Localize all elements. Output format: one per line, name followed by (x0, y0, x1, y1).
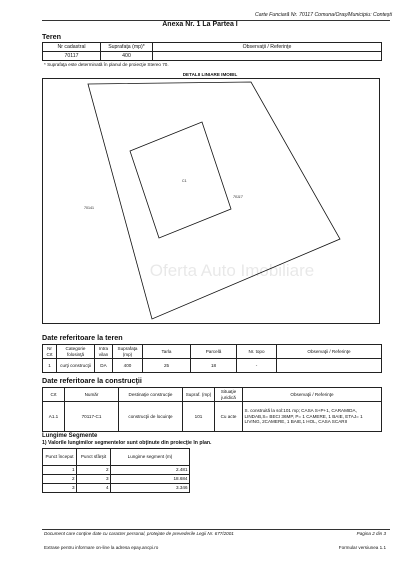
lungime-row (43, 484, 190, 493)
date-teren-cell-tarla: 25 (143, 359, 191, 373)
date-teren-cell-parcela: 18 (191, 359, 237, 373)
footer-epay-link[interactable]: Extrase pentru informare on-line la adresa epay.ancpi.ro (44, 545, 159, 550)
date-teren-cell-observatii (277, 359, 382, 373)
footer-page-number: Pagina 2 din 3 (356, 531, 386, 536)
lungime-cell-sfarsit: 3 (77, 475, 111, 484)
constructii-header-destinatie: Destinaţie construcţie (119, 388, 183, 402)
lungime-cell-inceput: 1 (43, 466, 77, 475)
footer-rule (42, 529, 390, 530)
date-teren-table (42, 344, 382, 373)
date-teren-header-parcela: Parcelă (191, 345, 237, 359)
lungime-title: Lungime Segmente (42, 433, 98, 439)
label-c1: C1 (182, 179, 187, 183)
date-teren-cell-suprafata: 400 (113, 359, 143, 373)
lungime-cell-sfarsit: 4 (77, 484, 111, 493)
building-c1-outline (130, 122, 231, 238)
constructii-cell-suprafata: 101 (183, 402, 215, 432)
date-constructii-table (42, 387, 382, 432)
plan-drawing (42, 78, 380, 324)
date-teren-header-intravilan: Intra vilan (95, 345, 113, 359)
date-teren-cell-nr-crt: 1 (43, 359, 57, 373)
lungime-cell-lungime: 3.346 (111, 484, 190, 493)
teren-header-nr-cadastral: Nr cadastral (43, 43, 101, 52)
constructii-header-numar: Număr (65, 388, 119, 402)
constructii-header-observatii: Observaţii / Referinţe (243, 388, 382, 402)
plan-title: DETALII LINIARE IMOBIL (182, 72, 238, 77)
teren-cell-observatii (153, 52, 382, 61)
constructii-header-suprafata: Supraf. (mp) (183, 388, 215, 402)
lungime-cell-lungime: 18.684 (111, 475, 190, 484)
anexa-title: Anexa Nr. 1 La Partea I (162, 21, 238, 28)
teren-cell-suprafata: 400 (101, 52, 153, 61)
label-parcel-number: 70117 (233, 195, 243, 199)
constructii-cell-numar: 70117-C1 (65, 402, 119, 432)
parcel-outline (88, 82, 340, 319)
footer-form-version: Formular versiunea 1.1 (338, 545, 386, 550)
date-teren-header-tarla: Tarla (143, 345, 191, 359)
teren-header-observatii: Observaţii / Referinţe (153, 43, 382, 52)
date-teren-header-nr-crt: Nr Crt (43, 345, 57, 359)
date-teren-header-categorie: Categorie folosinţă (57, 345, 95, 359)
constructii-cell-crt: A1.1 (43, 402, 65, 432)
lungime-cell-inceput: 3 (43, 484, 77, 493)
lungime-subtitle: 1) Valorile lungimilor segmentelor sunt obţinute din proiecţie în plan. (42, 440, 212, 446)
date-teren-header-observatii: Observaţii / Referinţe (277, 345, 382, 359)
watermark: Oferta Auto Imobiliare (149, 261, 315, 280)
lungime-header-punct-sfarsit: Punct sfârşit (77, 449, 111, 466)
lungime-row (43, 475, 190, 484)
teren-cell-nr-cadastral: 70117 (43, 52, 101, 61)
parcel-plan-svg (43, 79, 381, 325)
constructii-cell-destinatie: construcţii de locuinţe (119, 402, 183, 432)
lungime-table (42, 448, 190, 493)
lungime-cell-inceput: 2 (43, 475, 77, 484)
lungime-header-lungime: Lungime segment (m) (111, 449, 190, 466)
date-constructii-title: Date referitoare la construcţii (42, 376, 142, 385)
date-teren-cell-nr-topo: - (237, 359, 277, 373)
date-teren-header-nr-topo: Nr. topo (237, 345, 277, 359)
lungime-cell-lungime: 2.481 (111, 466, 190, 475)
carte-funciara-header: Carte Funciară Nr. 70117 Comuna/Oraş/Municipiu: Conteşti (255, 12, 392, 18)
date-teren-cell-intravilan: DA (95, 359, 113, 373)
constructii-cell-situatie: Cu acte (215, 402, 243, 432)
lungime-cell-sfarsit: 2 (77, 466, 111, 475)
teren-section-title: Teren (42, 32, 62, 41)
constructii-cell-observatii: S. construită la sol:101 mp; CASA S+P+1, CARAMIDA, LINDAB,S= BECI 36MP, P= 1 CAMERE, 1 BAIE, ETAJ= 1 LIVING, 2CAMERE, 1 BAIE,1 HOL, CASA SCARII (243, 402, 382, 432)
lungime-row (43, 466, 190, 475)
teren-table (42, 42, 382, 61)
date-teren-header-suprafata: Suprafaţa (mp) (113, 345, 143, 359)
lungime-header-punct-inceput: Punct început (43, 449, 77, 466)
date-teren-title: Date referitoare la teren (42, 333, 123, 342)
teren-footnote: * Suprafaţa este determinată în planul de proiecţie Stereo 70. (44, 62, 169, 67)
constructii-header-crt: Crt (43, 388, 65, 402)
footer-legal-note: Document care conţine date cu caracter personal, protejate de prevederile Legii Nr. 677/2001 (44, 531, 234, 536)
label-side-number: 70141 (84, 206, 94, 210)
teren-header-suprafata: Suprafaţa (mp)* (101, 43, 153, 52)
date-teren-cell-categorie: curţi construcţii (57, 359, 95, 373)
constructii-header-situatie: Situaţie juridică (215, 388, 243, 402)
